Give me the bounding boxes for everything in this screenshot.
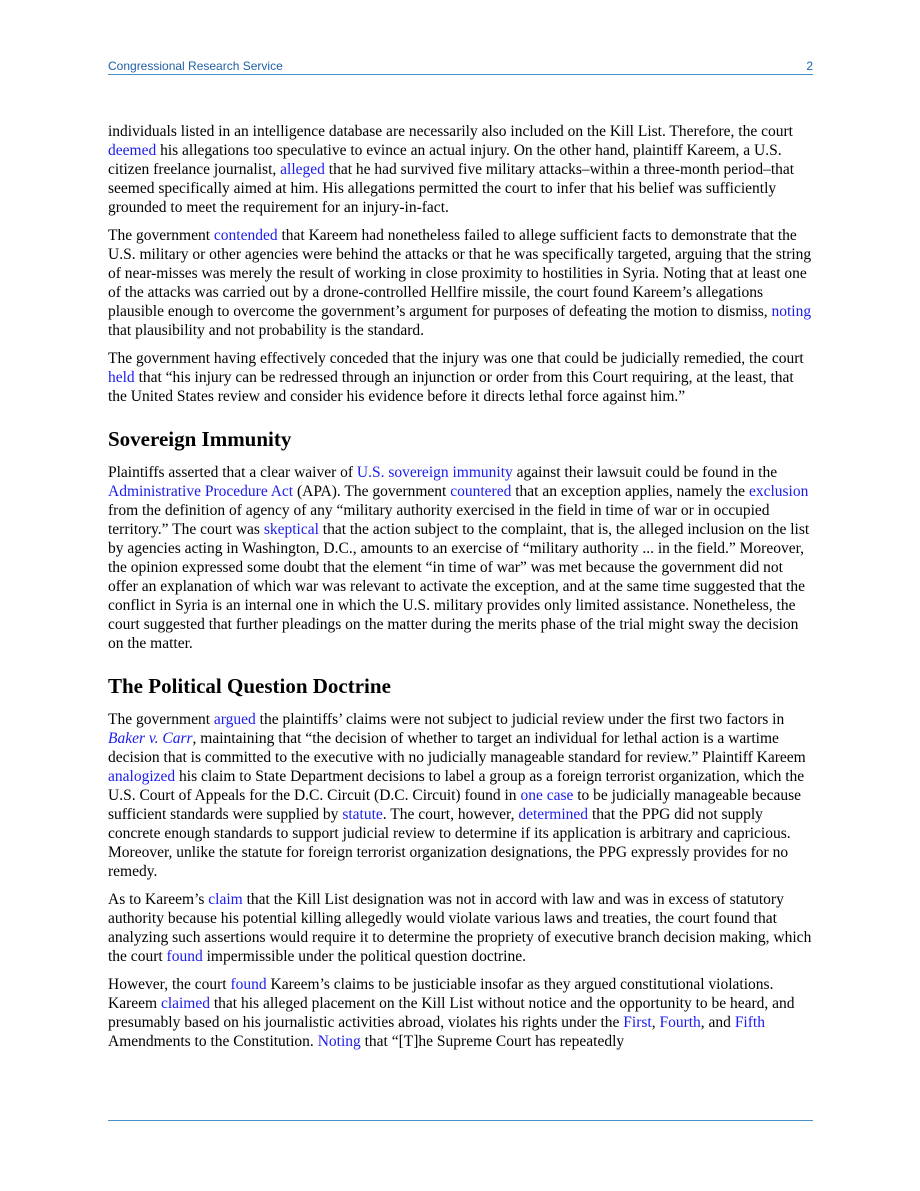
link-fourth-amendment[interactable]: Fourth xyxy=(659,1014,701,1031)
document-body xyxy=(108,122,816,1060)
link-one-case[interactable]: one case xyxy=(520,787,574,804)
heading-sovereign-immunity: Sovereign Immunity xyxy=(108,427,292,451)
link-contended[interactable]: contended xyxy=(213,227,278,244)
link-administrative-procedure-act[interactable]: Administrative Procedure Act xyxy=(108,483,294,500)
link-noting-supreme-court[interactable]: Noting xyxy=(317,1033,361,1050)
link-exclusion[interactable]: exclusion xyxy=(748,483,809,500)
paragraph-sovereign-immunity: Plaintiffs asserted that a clear waiver of U.S. sovereign immunity against their lawsuit could be found in the Administrative Procedure Act (APA). The government countered that an exception applies, namely the exclusion from the definition of agency of any “military authority exercised in the field in time of war or in occupied territory.” The court was skeptical that the action subject to the complaint, that is, the alleged inclusion on the list by agencies acting in Washington, D.C., amounts to an exercise of “military authority ... in the field.” Moreover, the opinion expressed some doubt that the element “in time of war” was met because the government did not offer an explanation of which war was relevant to activate the exception, and at the same time suggested that the conflict in Syria is an internal one in which the U.S. military provides only limited assistance. Nonetheless, the court suggested that further pleadings on the matter during the merits phase of the trial might sway the decision on the matter. xyxy=(108,464,810,652)
link-noting[interactable]: noting xyxy=(771,303,812,320)
paragraph-standing-2: The government contended that Kareem had nonetheless failed to allege sufficient facts to demonstrate that the U.S. military or other agencies were behind the attacks or that he was specifically targeted, arguing that the string of near-misses was merely the result of working in close proximity to hostilities in Syria. Noting that at least one of the attacks was carried out by a drone-controlled Hellfire missile, the court found Kareem’s allegations plausible enough to overcome the government’s argument for purposes of defeating the motion to dismiss, noting that plausibility and not probability is the standard. xyxy=(108,227,812,339)
link-first-amendment[interactable]: First xyxy=(623,1014,652,1031)
link-found[interactable]: found xyxy=(166,948,203,965)
link-determined[interactable]: determined xyxy=(518,806,589,823)
link-argued[interactable]: argued xyxy=(213,711,256,728)
paragraph-standing-3: The government having effectively conceded that the injury was one that could be judicially remedied, the court held that “his injury can be redressed through an injunction or order from this Court requiring, at the least, that the United States review and consider his evidence before it directs lethal force against him.” xyxy=(108,350,804,405)
page-header xyxy=(108,57,813,75)
heading-political-question-doctrine: The Political Question Doctrine xyxy=(108,674,391,698)
link-alleged[interactable]: alleged xyxy=(280,161,325,178)
link-statute[interactable]: statute xyxy=(342,806,383,823)
link-us-sovereign-immunity[interactable]: U.S. sovereign immunity xyxy=(356,464,513,481)
link-fifth-amendment[interactable]: Fifth xyxy=(734,1014,765,1031)
link-countered[interactable]: countered xyxy=(450,483,512,500)
paragraph-political-question-1: The government argued the plaintiffs’ claims were not subject to judicial review under the first two factors in Baker v. Carr, maintaining that “the decision of whether to target an individual for lethal action is a wartime decision that is committed to the executive with no judicially manageable standard for review.” Plaintiff Kareem analogized his claim to State Department decisions to label a group as a foreign terrorist organization, which the U.S. Court of Appeals for the D.C. Circuit (D.C. Circuit) found in one case to be judicially manageable because sufficient standards were supplied by statute. The court, however, determined that the PPG did not supply concrete enough standards to support judicial review to determine if its application is arbitrary and capricious. Moreover, unlike the statute for foreign terrorist organization designations, the PPG expressly provides for no remedy. xyxy=(108,711,806,880)
link-found-justiciable[interactable]: found xyxy=(230,976,267,993)
paragraph-political-question-3: However, the court found Kareem’s claims to be justiciable insofar as they argued constitutional violations. Kareem claimed that his alleged placement on the Kill List without notice and the opportunity to be heard, and presumably based on his journalistic activities abroad, violates his rights under the First, Fourth, and Fifth Amendments to the Constitution. Noting that “[T]he Supreme Court has repeatedly xyxy=(108,976,795,1050)
link-held[interactable]: held xyxy=(108,369,135,386)
link-claim[interactable]: claim xyxy=(208,891,243,908)
link-claimed[interactable]: claimed xyxy=(160,995,210,1012)
link-deemed[interactable]: deemed xyxy=(108,142,157,159)
header-org-name: Congressional Research Service xyxy=(108,59,283,73)
footer-divider xyxy=(108,1120,813,1121)
paragraph-standing-1: individuals listed in an intelligence database are necessarily also included on the Kill List. Therefore, the court deemed his allegations too speculative to evince an actual injury. On the other hand, plaintiff Kareem, a U.S. citizen freelance journalist, alleged that he had survived five military attacks–within a three-month period–that seemed specifically aimed at him. His allegations permitted the court to infer that his belief was sufficiently grounded to meet the requirement for an injury-in-fact. xyxy=(108,123,795,216)
link-skeptical[interactable]: skeptical xyxy=(263,521,319,538)
link-baker-v-carr[interactable]: Baker v. Carr xyxy=(108,730,193,747)
link-analogized[interactable]: analogized xyxy=(108,768,176,785)
paragraph-political-question-2: As to Kareem’s claim that the Kill List designation was not in accord with law and was in excess of statutory authority because his potential killing allegedly would violate various laws and treaties, the court found that analyzing such assertions would require it to determine the propriety of executive branch decision making, which the court found impermissible under the political question doctrine. xyxy=(108,891,812,965)
page-number: 2 xyxy=(806,59,813,73)
